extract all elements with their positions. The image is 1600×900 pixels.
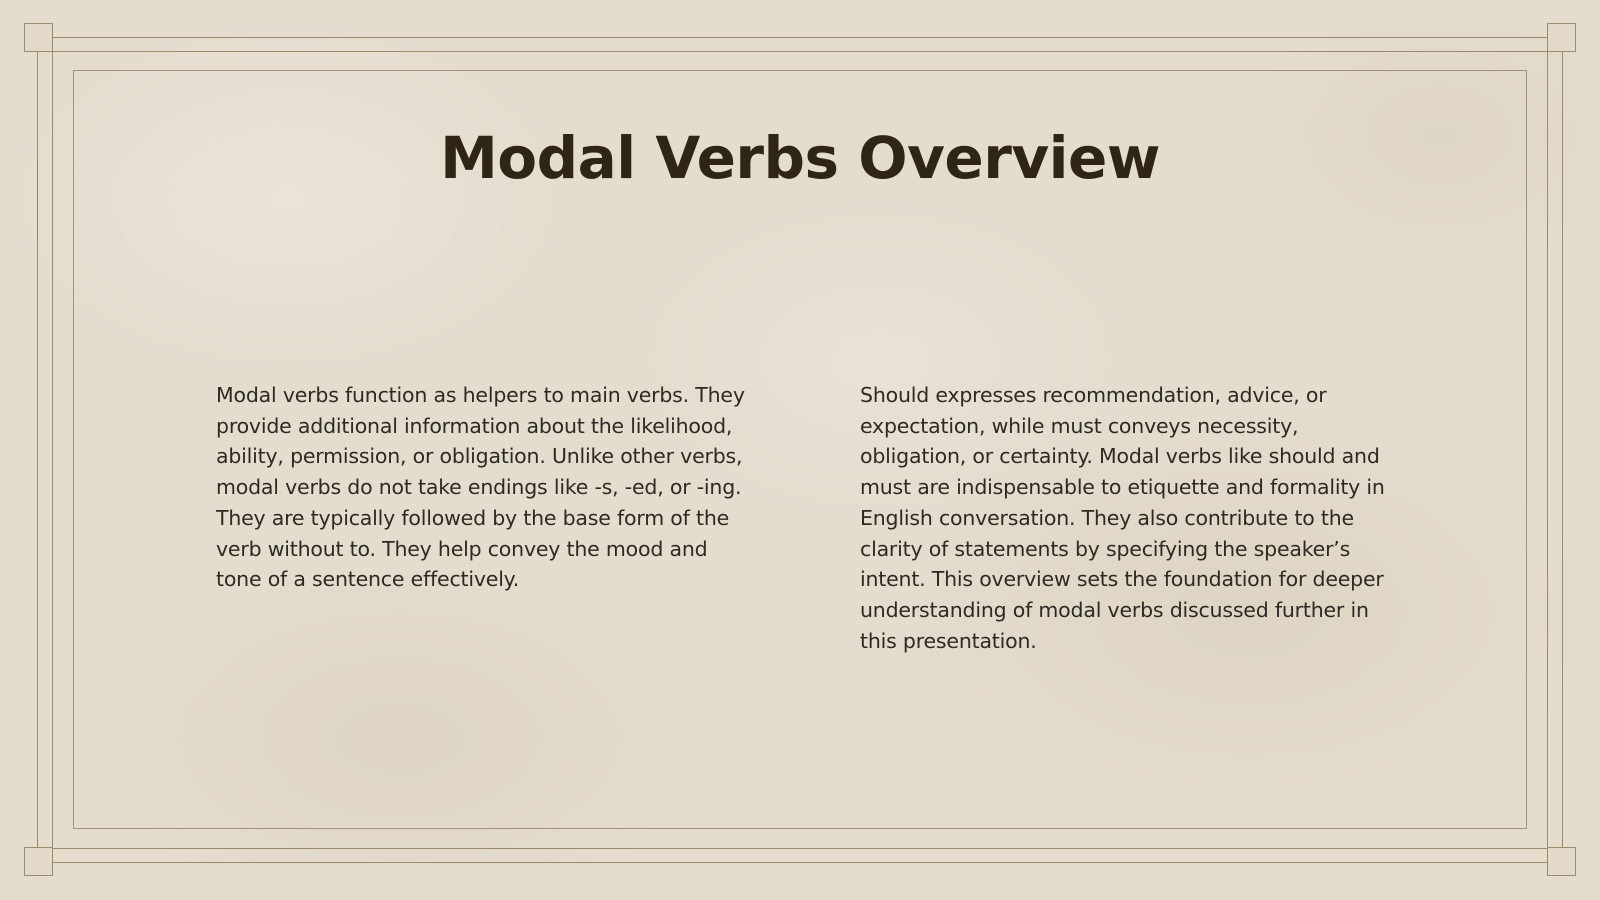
frame-top-inner-line	[38, 51, 1562, 52]
frame-bottom-inner-line	[38, 848, 1562, 849]
right-body-paragraph: Should expresses recommendation, advice, or expectation, while must conveys necessity, obligation, or certainty. Modal verbs like should and must are indispensable to etiquette and formality in English conversation. They also contribute to the clarity of statements by specifying the speaker’s intent. This overview sets the foundation for deeper understanding of modal verbs discussed further in this presentation.	[860, 383, 1385, 653]
frame-corner-top-right	[1547, 23, 1576, 52]
slide-title: Modal Verbs Overview	[440, 124, 1160, 192]
frame-bottom-outer-line	[38, 862, 1562, 863]
frame-corner-top-left	[24, 23, 53, 52]
frame-top-outer-line	[38, 37, 1562, 38]
frame-corner-bottom-right	[1547, 847, 1576, 876]
left-body-paragraph: Modal verbs function as helpers to main verbs. They provide additional information about the likelihood, ability, permission, or obligation. Unlike other verbs, modal verbs do not take endings like -s, -ed, or -ing. They are typically followed by the base form of the verb without to. They help convey the mood and tone of a sentence effectively.	[216, 383, 745, 592]
frame-corner-bottom-left	[24, 847, 53, 876]
